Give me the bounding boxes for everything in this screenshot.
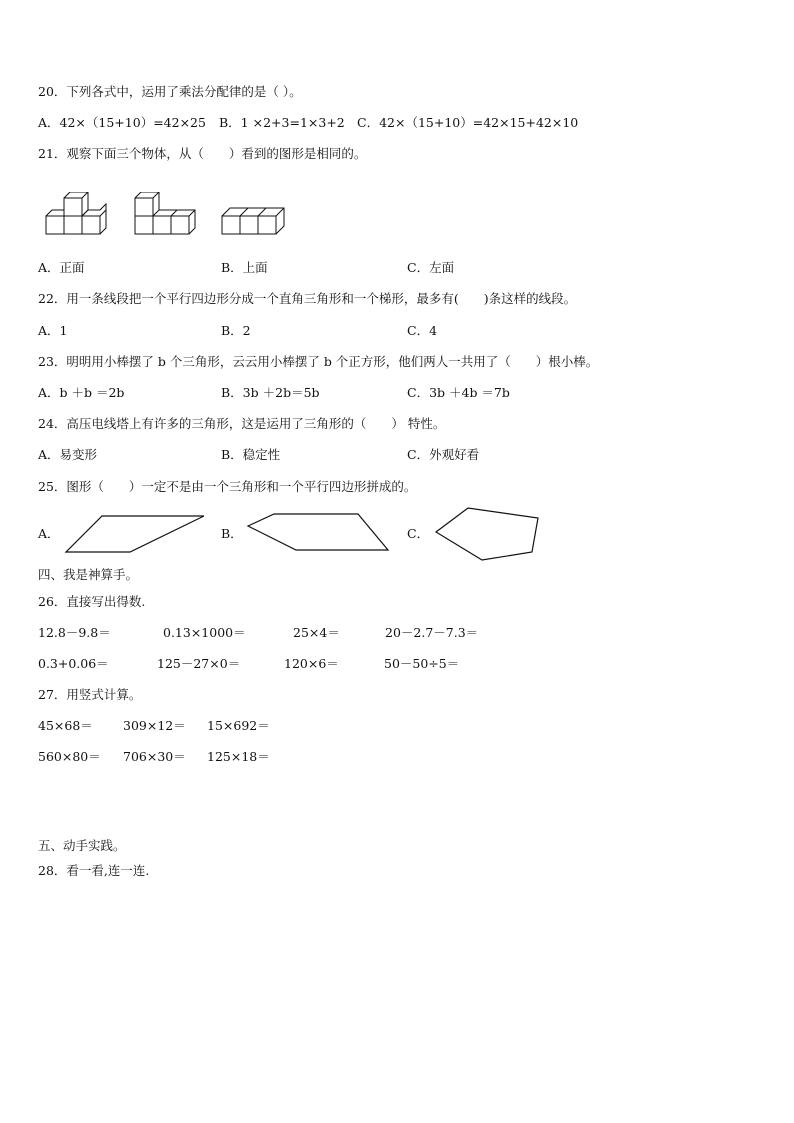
q26-item: 12.8－9.8＝	[38, 625, 111, 640]
q22-option-c: C．4	[407, 323, 438, 338]
q26-item: 0.3+0.06＝	[38, 656, 109, 671]
q25-option-a: A．	[38, 526, 60, 541]
q21-option-b: B．上面	[221, 260, 268, 275]
q26-item: 0.13×1000＝	[163, 625, 246, 640]
q27-item: 560×80＝	[38, 749, 101, 764]
section-5-heading: 五、动手实践。	[38, 838, 126, 853]
q21-option-a: A．正面	[38, 260, 85, 275]
q22-option-b: B．2	[221, 323, 251, 338]
q21-option-c: C．左面	[407, 260, 455, 275]
q27-item: 45×68＝	[38, 718, 93, 733]
q24-stem: 24．高压电线塔上有许多的三角形，这是运用了三角形的（ ） 特性。	[38, 416, 446, 431]
q20-option-c: C．42×（15+10）=42×15+42×10	[357, 115, 579, 130]
q22-option-a: A．1	[38, 323, 68, 338]
q20-option-a: A．42×（15+10）=42×25	[38, 115, 206, 130]
q26-item: 20－2.7－7.3＝	[385, 625, 479, 640]
q26-item: 50－50÷5＝	[384, 656, 460, 671]
q27-item: 15×692＝	[207, 718, 270, 733]
q22-stem: 22．用一条线段把一个平行四边形分成一个直角三角形和一个梯形，最多有( )条这样的线段。	[38, 291, 577, 306]
q28-stem: 28．看一看,连一连.	[38, 863, 150, 878]
q24-option-b: B．稳定性	[221, 447, 281, 462]
q23-option-c: C．3b ＋4b ＝7b	[407, 385, 510, 400]
q24-option-c: C．外观好看	[407, 447, 480, 462]
pentagon-shape-b	[246, 512, 390, 552]
section-4-heading: 四、我是神算手。	[38, 567, 139, 582]
q20-stem: 20．下列各式中，运用了乘法分配律的是（ ）。	[38, 84, 302, 99]
q27-item: 309×12＝	[123, 718, 186, 733]
q25-option-c: C．	[407, 526, 430, 541]
q26-item: 125－27×0＝	[157, 656, 241, 671]
q23-stem: 23．明明用小棒摆了 b 个三角形，云云用小棒摆了 b 个正方形，他们两人一共用了（ ）根小棒。	[38, 354, 599, 369]
q27-item: 125×18＝	[207, 749, 270, 764]
q20-option-b: B．1 ×2+3=1×3+2	[219, 115, 345, 130]
q26-item: 25×4＝	[293, 625, 340, 640]
cube-figure-2	[133, 192, 199, 236]
q27-stem: 27．用竖式计算。	[38, 687, 142, 702]
pentagon-shape-c	[434, 506, 540, 562]
cube-figure-1	[44, 192, 110, 236]
q24-option-a: A．易变形	[38, 447, 98, 462]
q25-stem: 25．图形（ ）一定不是由一个三角形和一个平行四边形拼成的。	[38, 479, 417, 494]
q23-option-b: B．3b ＋2b＝5b	[221, 385, 320, 400]
q27-item: 706×30＝	[123, 749, 186, 764]
q23-option-a: A．b ＋b ＝2b	[38, 385, 125, 400]
parallelogram-shape	[64, 514, 206, 554]
q21-stem: 21．观察下面三个物体，从（ ）看到的图形是相同的。	[38, 146, 367, 161]
q26-item: 120×6＝	[284, 656, 339, 671]
q26-stem: 26．直接写出得数.	[38, 594, 146, 609]
cube-figure-3	[220, 206, 286, 238]
q25-option-b: B．	[221, 526, 243, 541]
